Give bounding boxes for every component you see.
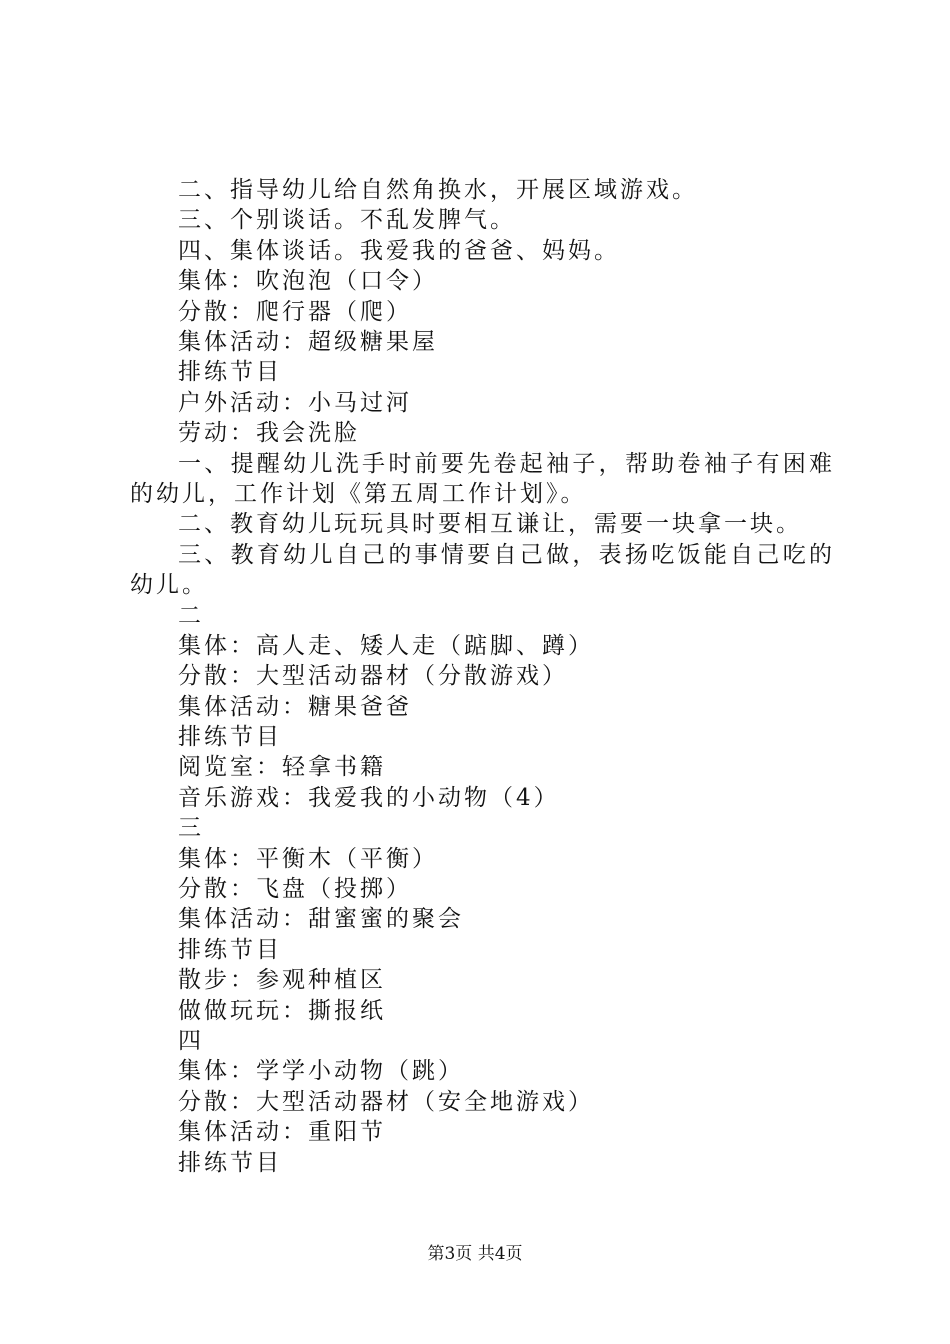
paragraph: 一、提醒幼儿洗手时前要先卷起袖子，帮助卷袖子有困难的幼儿，工作计划《第五周工作计划》。 [130,450,835,507]
text-line: 排练节目 [178,359,282,386]
section-number: 四 [178,1028,204,1054]
document-body [130,175,835,1178]
text-line: 排练节目 [178,724,282,751]
text-line: 做做玩玩：撕报纸 [178,997,386,1024]
text-line: 排练节目 [178,1149,282,1176]
page-footer [0,1243,950,1265]
text-line: 集体：吹泡泡（口令） [178,268,438,295]
text-line: 集体活动：甜蜜蜜的聚会 [178,906,464,933]
text-line: 分散：飞盘（投掷） [178,876,412,903]
text-line: 分散：大型活动器材（分散游戏） [178,663,568,690]
text-line: 二、教育幼儿玩玩具时要相互谦让，需要一块拿一块。 [178,511,802,538]
text-line: 集体：高人走、矮人走（踮脚、蹲） [178,632,594,659]
text-line: 三、个别谈话。不乱发脾气。 [178,207,516,234]
text-line: 集体活动：超级糖果屋 [178,328,438,355]
text-line: 集体：平衡木（平衡） [178,845,438,872]
text-line: 散步：参观种植区 [178,967,386,994]
text-line: 集体：学学小动物（跳） [178,1058,464,1085]
text-line: 音乐游戏：我爱我的小动物（4） [178,784,560,811]
text-line: 阅览室：轻拿书籍 [178,754,386,781]
text-line: 分散：爬行器（爬） [178,298,412,325]
section-number: 三 [178,815,204,842]
section-number: 二 [178,602,204,629]
text-line: 排练节目 [178,936,282,963]
text-line: 劳动：我会洗脸 [178,420,360,447]
text-line: 四、集体谈话。我爱我的爸爸、妈妈。 [178,237,620,264]
page-number-label: 第3页 共4页 [427,1244,523,1264]
text-line: 集体活动：糖果爸爸 [178,693,412,720]
text-line: 二、指导幼儿给自然角换水，开展区域游戏。 [178,177,698,203]
text-line: 户外活动：小马过河 [178,389,412,416]
paragraph: 三、教育幼儿自己的事情要自己做，表扬吃饭能自己吃的幼儿。 [130,541,835,599]
text-line: 集体活动：重阳节 [178,1119,386,1146]
text-line: 分散：大型活动器材（安全地游戏） [178,1088,594,1115]
